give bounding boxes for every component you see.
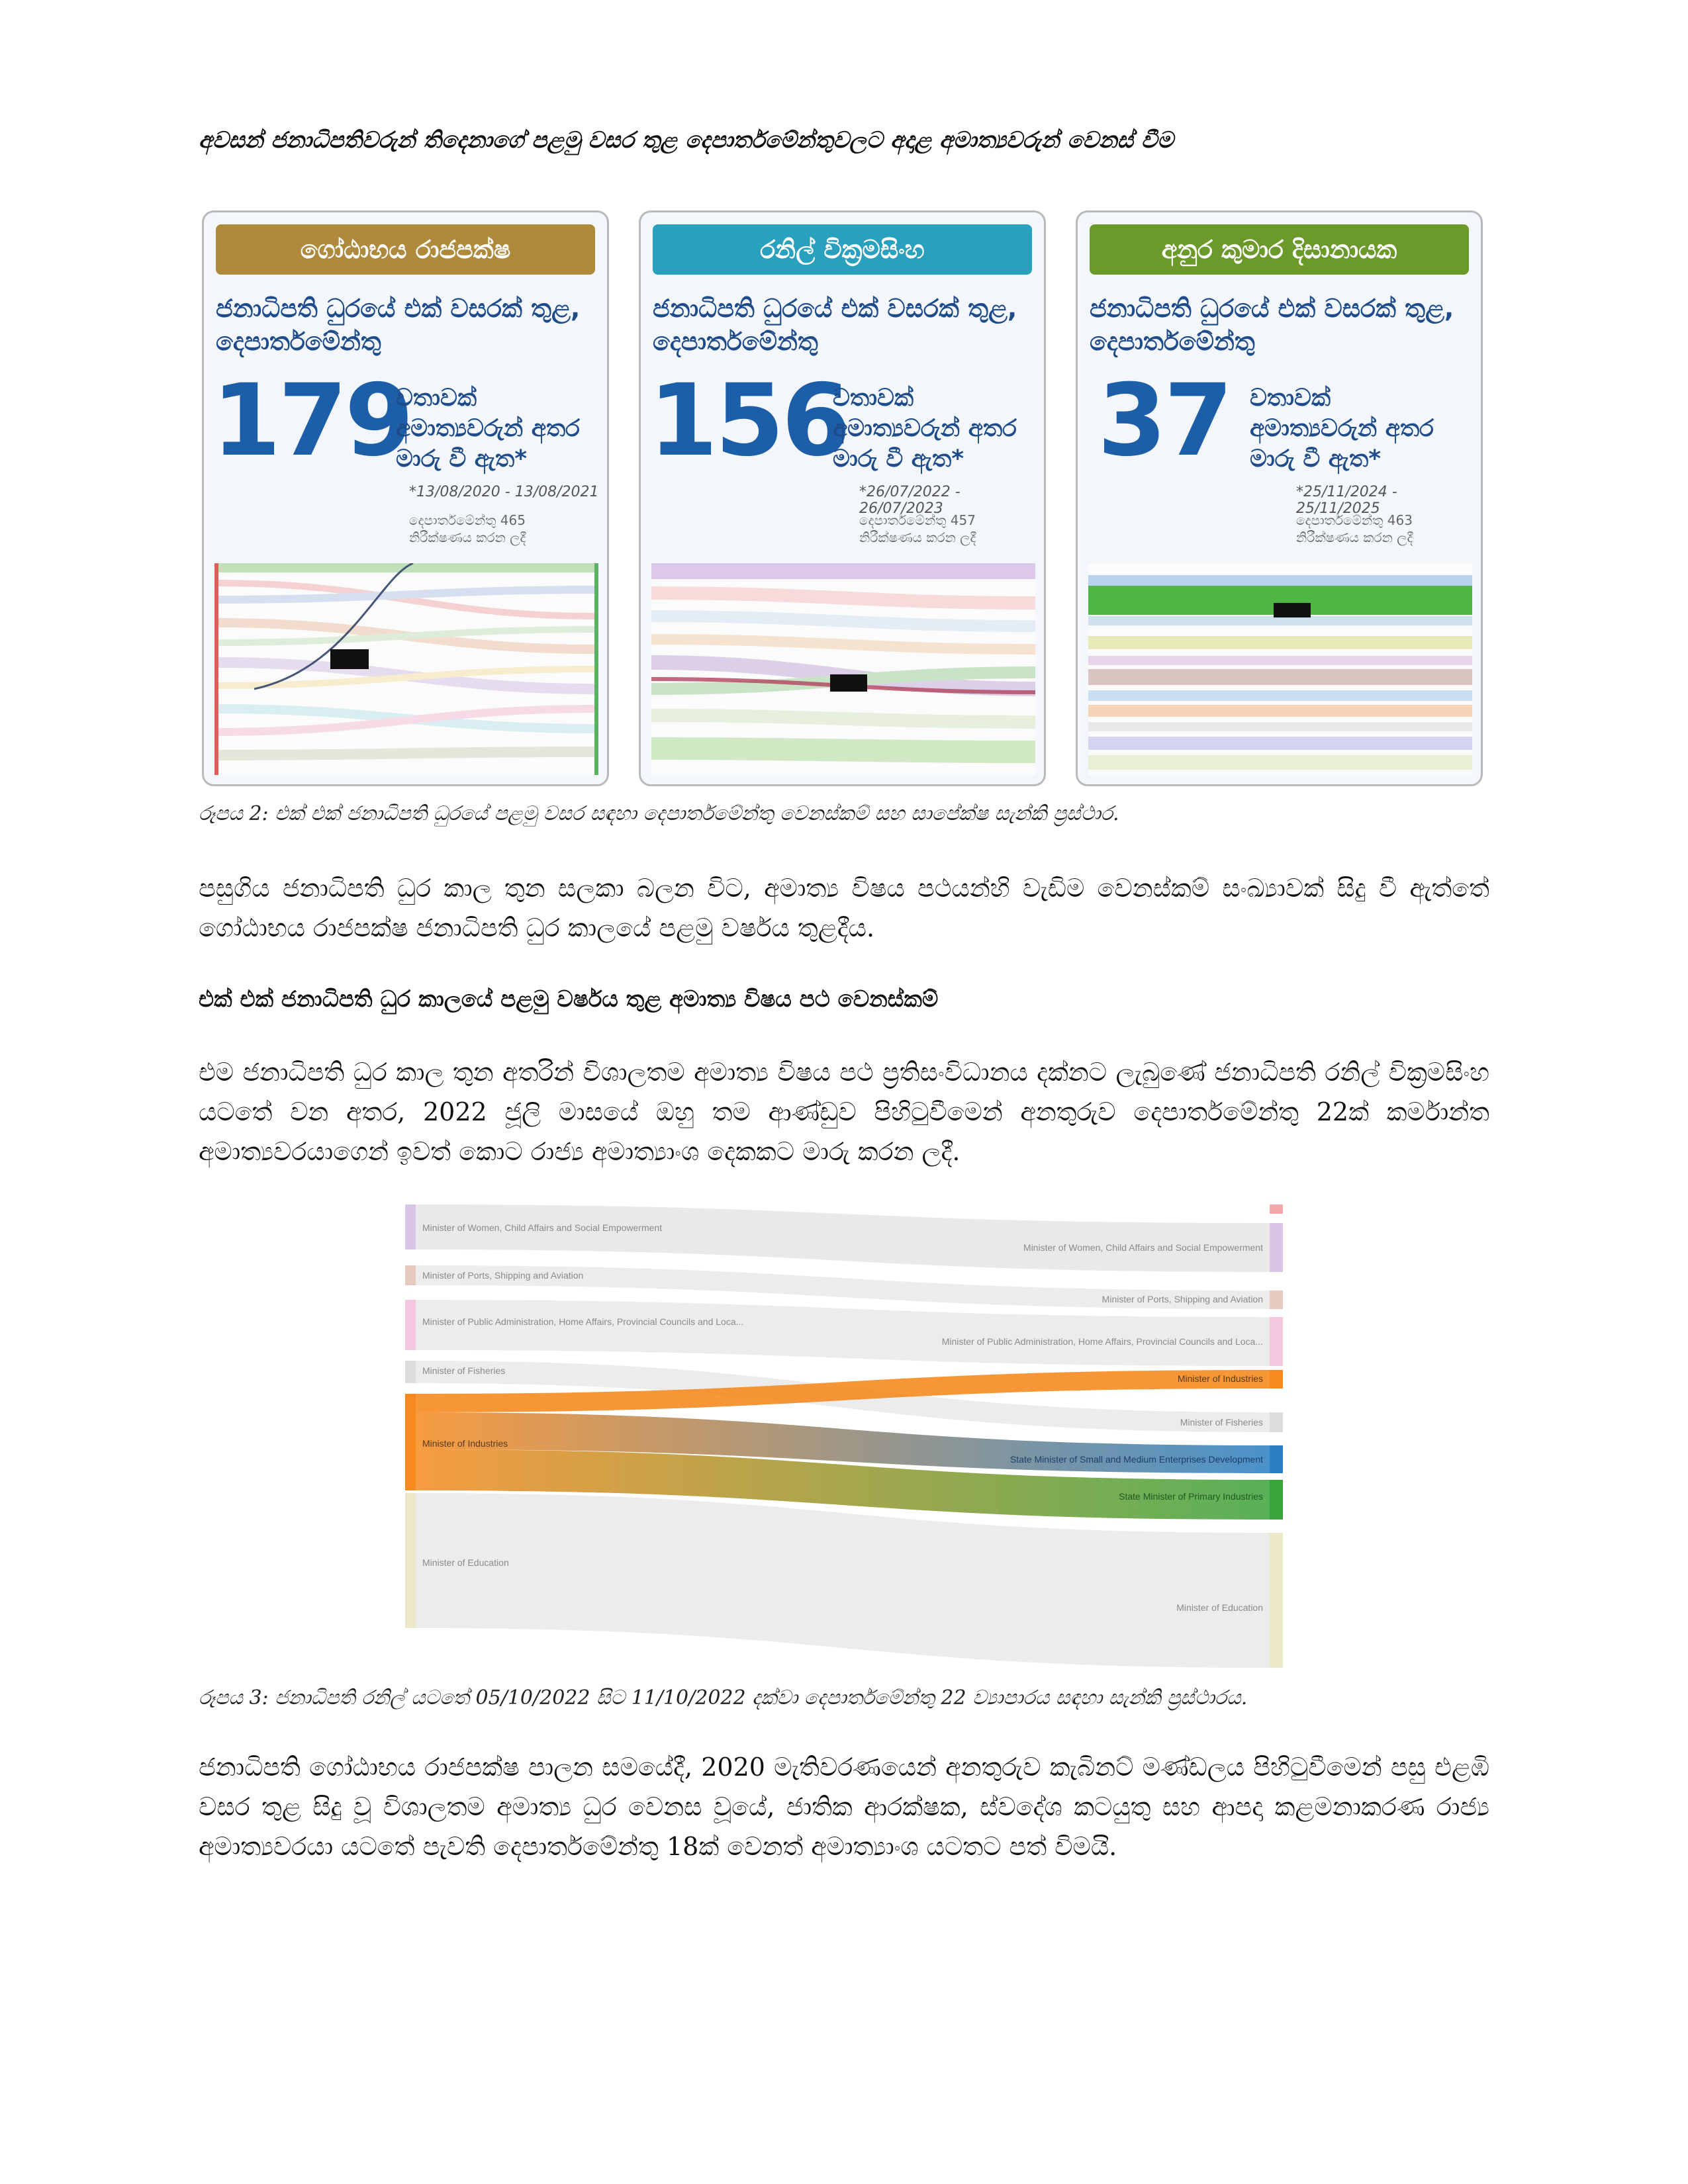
source-label: Minister of Industries: [422, 1438, 508, 1449]
panel-count: 179: [212, 363, 412, 478]
target-node-industries: [1270, 1370, 1283, 1388]
panel-desc: වතාවක් අමාත්‍යවරුන් අතර මාරු වී ඇත*: [396, 385, 580, 473]
source-label: Minister of Ports, Shipping and Aviation: [422, 1270, 584, 1281]
panel-desc: වතාවක් අමාත්‍යවරුන් අතර මාරු වී ඇත*: [833, 385, 1017, 473]
panel-subtitle: ජනාධිපති ධුරයේ එක් වසරක් තුළ, දෙපාර්තමේන්තු: [1090, 294, 1454, 356]
target-label: Minister of Ports, Shipping and Aviation: [1102, 1294, 1263, 1304]
mini-sankey-svg: [214, 563, 598, 775]
figure-2-caption: රූපය 2: එක් එක් ජනාධිපති ධුරයේ පළමු වසර සඳහා දෙපාර්තමේන්තු වෙනස්කම් සහ සාපේක්ෂ සැන්කි ප්‍රස්ථාර.: [199, 802, 1119, 825]
president-panel-anura: [1076, 210, 1483, 786]
target-label: Minister of Public Administration, Home Affairs, Provincial Councils and Loca...: [941, 1336, 1263, 1347]
target-node-women: [1270, 1223, 1283, 1272]
panel-range: *13/08/2020 - 13/08/2021: [409, 484, 599, 500]
panel-observed: දෙපාර්තමේන්තු 463 නිරීක්ෂණය කරන ලදී: [1296, 512, 1413, 545]
mini-sankey-svg: [1088, 563, 1472, 775]
page-heading: අවසන් ජනාධිපතිවරුන් තිදෙනාගේ පළමු වසර තුළ දෙපාර්තමේන්තුවලට අදාළ අමාත්‍යවරුන් වෙනස් වීම: [199, 127, 1174, 154]
mini-sankey-svg: [651, 563, 1035, 775]
source-label: Minister of Fisheries: [422, 1365, 506, 1376]
target-label: Minister of Industries: [1177, 1373, 1263, 1384]
source-node-fisheries: [405, 1361, 416, 1383]
paragraph-3: ජනාධිපති ගෝඨාභය රාජපක්ෂ පාලන සමයේදී, 2020 මැතිවරණයෙන් අනතුරුව කැබිනට් මණ්ඩලය පිහිටුවීමෙන් පසු එළඹි වසර තුළ සිදු වූ විශාලතම අමාත්‍ය ධුර වෙනස වූයේ, ජාතික ආරක්ෂක, ස්වදේශ කටයුතු සහ ආපදා කළමනාකරණ රාජ්‍ය අමාත්‍යවරයා යටතේ පැවති දෙපාර්තමේන්තු 18ක් වෙනත් අමාත්‍යාංශ යටතට පත් විමයි.: [199, 1752, 1489, 1861]
source-node-public-admin: [405, 1300, 416, 1350]
target-node-education: [1270, 1533, 1283, 1668]
source-label: Minister of Women, Child Affairs and Social Empowerment: [422, 1222, 663, 1233]
panel-range: *25/11/2024 - 25/11/2025: [1296, 484, 1397, 517]
panel-count: 37: [1098, 363, 1231, 478]
target-node-top: [1270, 1205, 1283, 1214]
panel-subtitle: ජනාධිපති ධුරයේ එක් වසරක් තුළ, දෙපාර්තමේන්තු: [216, 294, 581, 356]
source-node-ports: [405, 1265, 416, 1285]
target-label: State Minister of Small and Medium Enterprises Development: [1009, 1454, 1263, 1465]
panel-range: *26/07/2022 - 26/07/2023: [859, 484, 961, 517]
source-node-education: [405, 1493, 416, 1628]
target-label: State Minister of Primary Industries: [1119, 1491, 1263, 1502]
paragraph-2: එම ජනාධිපති ධුර කාල තුන අතරින් විශාලතම අමාත්‍ය විෂය පථ ප්‍රතිසංවිධානය දක්නට ලැබුණේ ජනාධිපති රනිල් වික්‍රමසිංහ යටතේ වන අතර, 2022 ජූලි මාසයේ ඔහු තම ආණ්ඩුව පිහිටුවීමෙන් අනතුරුව දෙපාර්තමේන්තු 22ක් කර්මාන්ත අමාත්‍යවරයාගෙන් ඉවත් කොට රාජ්‍ය අමාත්‍යාංශ දෙකකට මාරු කරන ලදී.: [199, 1058, 1489, 1166]
source-node-women: [405, 1205, 416, 1250]
mini-sankey: [651, 563, 1033, 775]
target-label: Minister of Fisheries: [1180, 1417, 1263, 1428]
sankey-svg: [405, 1205, 1283, 1674]
panel-subtitle: ජනාධිපති ධුරයේ එක් වසරක් තුළ, දෙපාර්තමේන්තු: [653, 294, 1017, 356]
sankey-chart: [405, 1205, 1283, 1674]
president-panel-gotabaya: [202, 210, 609, 786]
panel-desc: වතාවක් අමාත්‍යවරුන් අතර මාරු වී ඇත*: [1250, 385, 1434, 473]
target-node-sme: [1270, 1445, 1283, 1473]
mini-sankey: [214, 563, 596, 775]
panel-banner: අනුර කුමාර දිසානායක: [1090, 224, 1469, 275]
panel-observed: දෙපාර්තමේන්තු 465 නිරීක්ෂණය කරන ලදී: [409, 512, 526, 545]
figure-3-caption: රූපය 3: ජනාධිපති රනිල් යටතේ 05/10/2022 සිට 11/10/2022 දක්වා දෙපාර්තමේන්තු 22 ව්‍යාපාරය සඳහා සැන්කි ප්‍රස්ථාරය.: [199, 1686, 1248, 1709]
flow-public-admin: [416, 1300, 1270, 1366]
president-panel-ranil: [639, 210, 1046, 786]
target-label: Minister of Women, Child Affairs and Social Empowerment: [1023, 1242, 1263, 1253]
target-node-fisheries: [1270, 1412, 1283, 1432]
section-subheading: එක් එක් ජනාධිපති ධුර කාලයේ පළමු වර්ෂය තුළ අමාත්‍ය විෂය පථ වෙනස්කම්: [199, 986, 939, 1013]
flow-women: [416, 1205, 1270, 1272]
target-node-public-admin: [1270, 1317, 1283, 1366]
paragraph-1: පසුගිය ජනාධිපති ධුර කාල තුන සලකා බලන විට, අමාත්‍ය විෂය පථයන්හි වැඩිම වෙනස්කම් සංඛ්‍යාවක් සිදු වී ඇත්තේ ගෝඨාභය රාජපක්ෂ ජනාධිපති ධුර කාලයේ පළමු වර්ෂය තුළදීය.: [199, 874, 1489, 942]
target-label: Minister of Education: [1176, 1602, 1263, 1613]
panel-count: 156: [649, 363, 849, 478]
mini-sankey: [1088, 563, 1470, 775]
source-label: Minister of Education: [422, 1557, 509, 1568]
panel-observed: දෙපාර්තමේන්තු 457 නිරීක්ෂණය කරන ලදී: [859, 512, 976, 545]
target-node-primary: [1270, 1480, 1283, 1520]
source-label: Minister of Public Administration, Home Affairs, Provincial Councils and Loca...: [422, 1316, 744, 1327]
panel-banner: ගෝඨාභය රාජපක්ෂ: [216, 224, 595, 275]
target-node-ports: [1270, 1291, 1283, 1309]
panel-banner: රනිල් වික්‍රමසිංහ: [653, 224, 1032, 275]
flow-education: [416, 1493, 1270, 1668]
source-node-industries: [405, 1394, 416, 1490]
